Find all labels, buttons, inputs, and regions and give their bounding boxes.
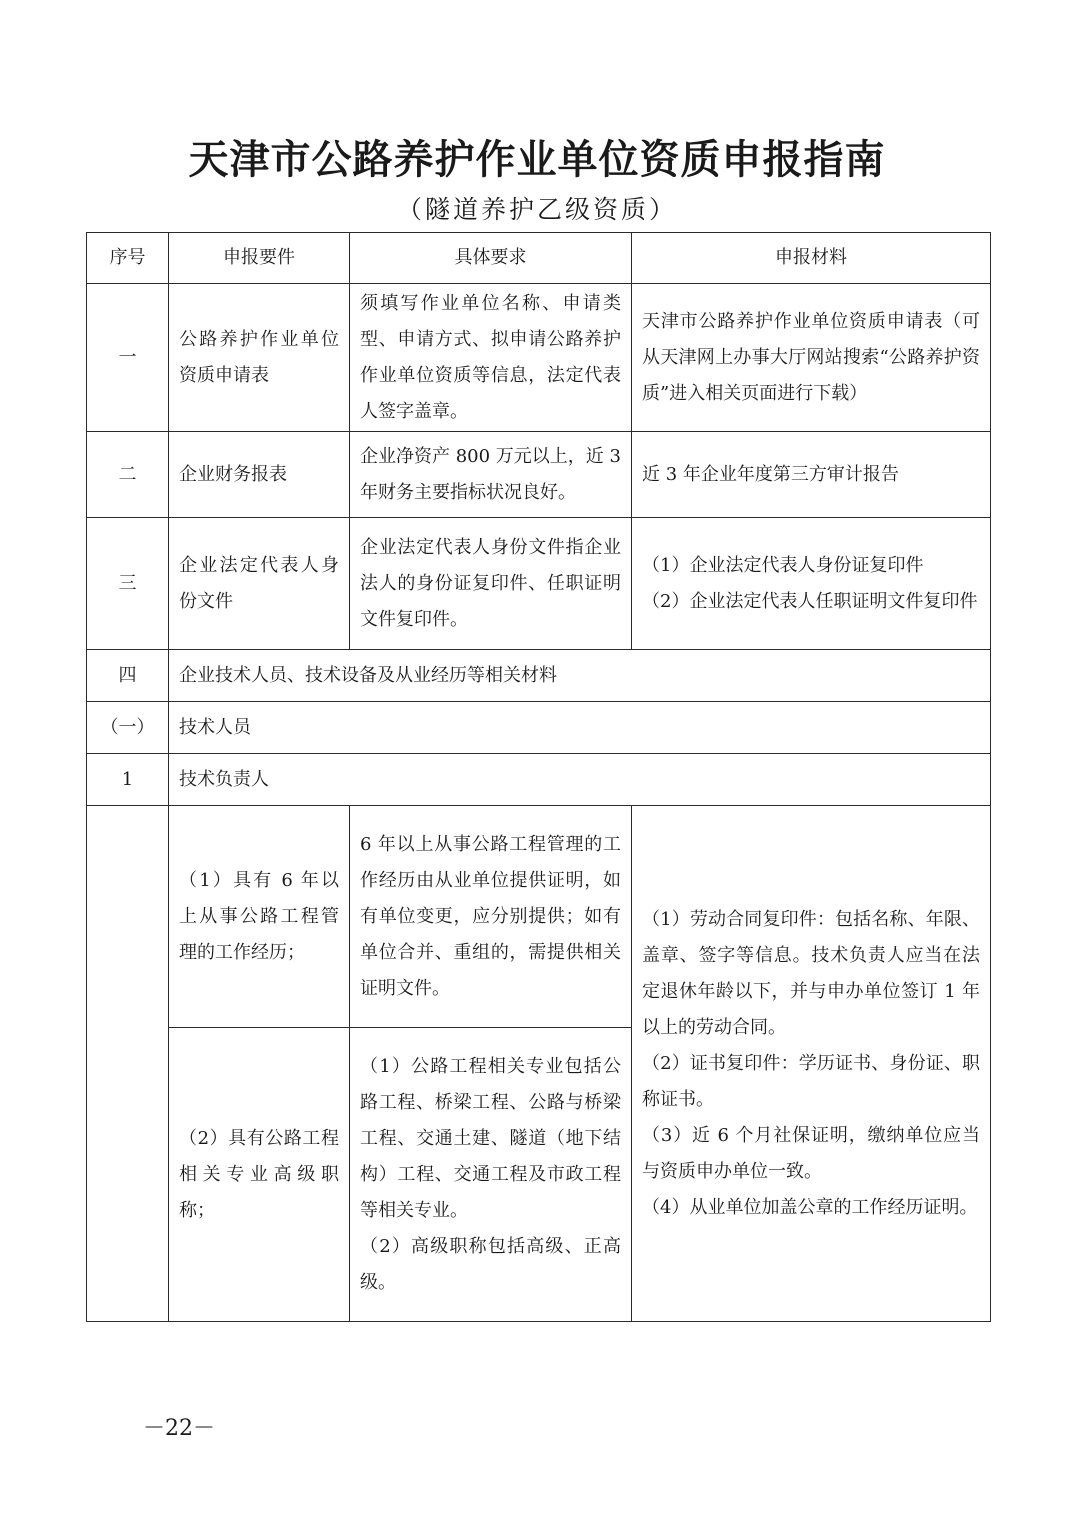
table-row xyxy=(87,518,991,650)
row-requirement: 企业净资产 800 万元以上，近 3 年财务主要指标状况良好。 xyxy=(350,432,632,518)
material-line: （2）企业法定代表人任职证明文件复印件 xyxy=(642,590,978,612)
row-item: 公路养护作业单位资质申请表 xyxy=(169,284,350,432)
row-material xyxy=(632,806,991,1322)
row-number: 三 xyxy=(87,518,169,650)
row-item: 企业财务报表 xyxy=(169,432,350,518)
row-requirement: 须填写作业单位名称、申请类型、申请方式、拟申请公路养护作业单位资质等信息，法定代表人签字盖章。 xyxy=(350,284,632,432)
material-line: （3）近 6 个月社保证明，缴纳单位应当与资质申办单位一致。 xyxy=(642,1124,980,1182)
table-row xyxy=(87,806,991,1028)
header-requirements: 具体要求 xyxy=(350,233,632,284)
table-row xyxy=(87,432,991,518)
row-material xyxy=(632,518,991,650)
row-material: 近 3 年企业年度第三方审计报告 xyxy=(632,432,991,518)
row-requirement: 企业法定代表人身份文件指企业法人的身份证复印件、任职证明文件复印件。 xyxy=(350,518,632,650)
row-item: （2）具有公路工程相关专业高级职称； xyxy=(169,1028,350,1322)
table-header-row xyxy=(87,233,991,284)
material-line: （1）企业法定代表人身份证复印件 xyxy=(642,554,924,576)
document-subtitle: （隧道养护乙级资质） xyxy=(396,195,677,224)
row-number: 四 xyxy=(87,650,169,702)
requirement-line: （1）公路工程相关专业包括公路工程、桥梁工程、公路与桥梁工程、交通土建、隧道（地下结构）工程、交通工程及市政工程等相关专业。 xyxy=(360,1055,621,1221)
row-item: 企业法定代表人身份文件 xyxy=(169,518,350,650)
header-materials: 申报材料 xyxy=(632,233,991,284)
table-row xyxy=(87,284,991,432)
document-title: 天津市公路养护作业单位资质申报指南 xyxy=(188,136,886,183)
page-number: －22－ xyxy=(143,1416,215,1441)
requirement-line: （2）高级职称包括高级、正高级。 xyxy=(360,1235,621,1293)
row-requirement xyxy=(350,1028,632,1322)
material-line: （2）证书复印件：学历证书、身份证、职称证书。 xyxy=(642,1052,980,1110)
requirements-table xyxy=(86,232,991,1322)
row-number: （一） xyxy=(87,702,169,754)
table-row xyxy=(87,650,991,702)
row-requirement: 6 年以上从事公路工程管理的工作经历由从业单位提供证明，如有单位变更，应分别提供；如有单位合并、重组的，需提供相关证明文件。 xyxy=(350,806,632,1028)
section-heading: 企业技术人员、技术设备及从业经历等相关材料 xyxy=(169,650,991,702)
table-row xyxy=(87,702,991,754)
row-number: 一 xyxy=(87,284,169,432)
table-row xyxy=(87,754,991,806)
material-line: （1）劳动合同复印件：包括名称、年限、盖章、签字等信息。技术负责人应当在法定退休年龄以下，并与申办单位签订 1 年以上的劳动合同。 xyxy=(642,908,980,1038)
row-number: 二 xyxy=(87,432,169,518)
section-heading: 技术负责人 xyxy=(169,754,991,806)
section-heading: 技术人员 xyxy=(169,702,991,754)
row-material: 天津市公路养护作业单位资质申请表（可从天津网上办事大厅网站搜索“公路养护资质”进入相关页面进行下载） xyxy=(632,284,991,432)
row-item: （1）具有 6 年以上从事公路工程管理的工作经历； xyxy=(169,806,350,1028)
header-no: 序号 xyxy=(87,233,169,284)
row-number xyxy=(87,806,169,1322)
material-line: （4）从业单位加盖公章的工作经历证明。 xyxy=(642,1196,978,1218)
row-number: 1 xyxy=(87,754,169,806)
header-item: 申报要件 xyxy=(169,233,350,284)
